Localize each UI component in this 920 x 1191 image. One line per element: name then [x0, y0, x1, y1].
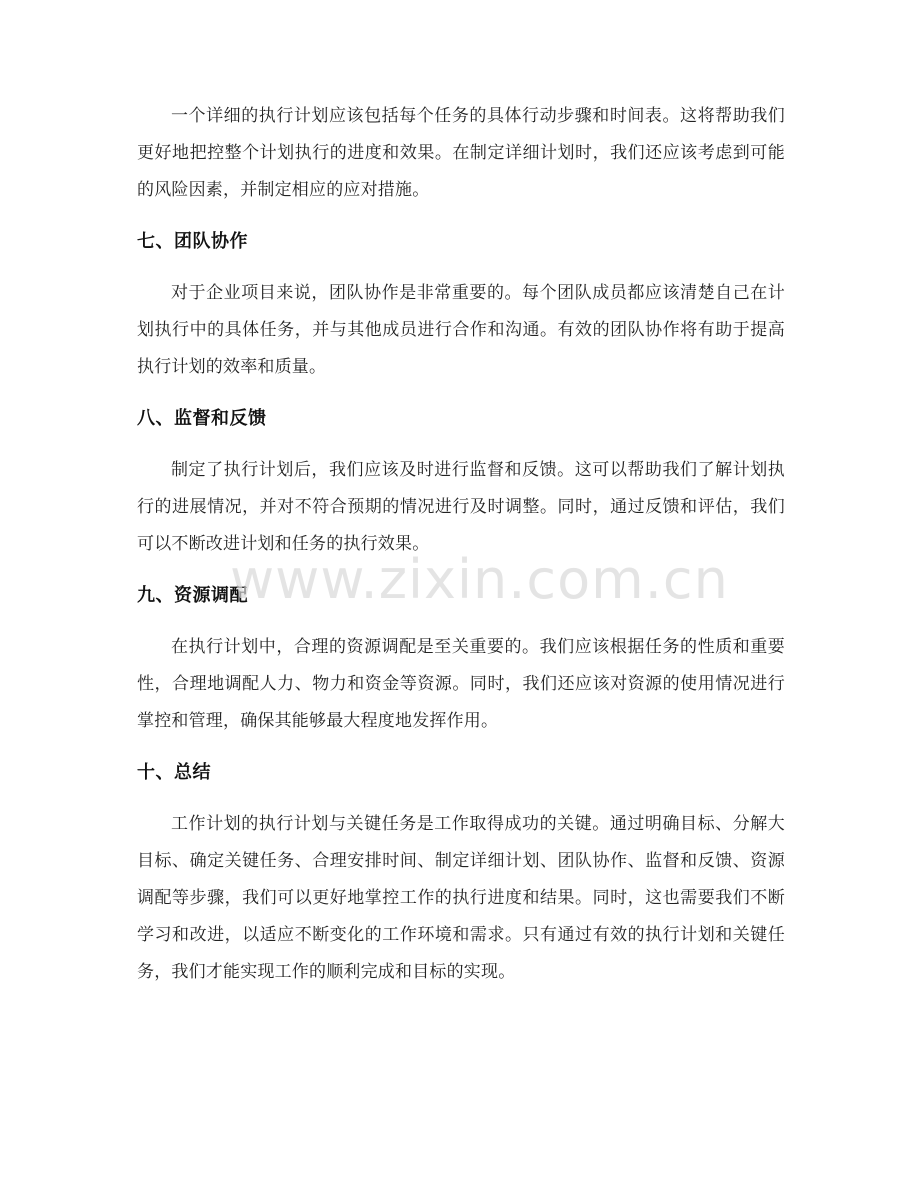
- section-paragraph-supervision-feedback: 制定了执行计划后，我们应该及时进行监督和反馈。这可以帮助我们了解计划执行的进展情况，并对不符合预期的情况进行及时调整。同时，通过反馈和评估，我们可以不断改进计划和任务的执行效果。: [137, 460, 785, 554]
- spacer: [137, 209, 785, 229]
- spacer: [137, 609, 785, 629]
- intro-paragraph: 一个详细的执行计划应该包括每个任务的具体行动步骤和时间表。这将帮助我们更好地把控整个计划执行的进度和效果。在制定详细计划时，我们还应该考虑到可能的风险因素，并制定相应的应对措施。: [137, 106, 785, 200]
- watermark-text: www.zixin.com.cn: [230, 548, 729, 611]
- section-heading-supervision-feedback: 八、监督和反馈: [137, 408, 267, 429]
- section-paragraph-team-collaboration: 对于企业项目来说，团队协作是非常重要的。每个团队成员都应该清楚自己在计划执行中的具体任务，并与其他成员进行合作和沟通。有效的团队协作将有助于提高执行计划的效率和质量。: [137, 283, 785, 377]
- spacer: [137, 740, 785, 760]
- spacer: [137, 255, 785, 275]
- spacer: [137, 386, 785, 406]
- document-body: [137, 98, 785, 991]
- spacer: [137, 786, 785, 806]
- section-paragraph-summary: 工作计划的执行计划与关键任务是工作取得成功的关键。通过明确目标、分解大目标、确定关键任务、合理安排时间、制定详细计划、团队协作、监督和反馈、资源调配等步骤，我们可以更好地掌控工作的执行进度和结果。同时，这也需要我们不断学习和改进，以适应不断变化的工作环境和需求。只有通过有效的执行计划和关键任务，我们才能实现工作的顺利完成和目标的实现。: [137, 814, 785, 982]
- spacer: [137, 432, 785, 452]
- section-paragraph-resource-allocation: 在执行计划中，合理的资源调配是至关重要的。我们应该根据任务的性质和重要性，合理地调配人力、物力和资金等资源。同时，我们还应该对资源的使用情况进行掌控和管理，确保其能够最大程度地发挥作用。: [137, 637, 785, 731]
- section-heading-resource-allocation: 九、资源调配: [137, 585, 248, 606]
- section-heading-team-collaboration: 七、团队协作: [137, 231, 248, 252]
- spacer: [137, 563, 785, 583]
- section-heading-summary: 十、总结: [137, 762, 211, 783]
